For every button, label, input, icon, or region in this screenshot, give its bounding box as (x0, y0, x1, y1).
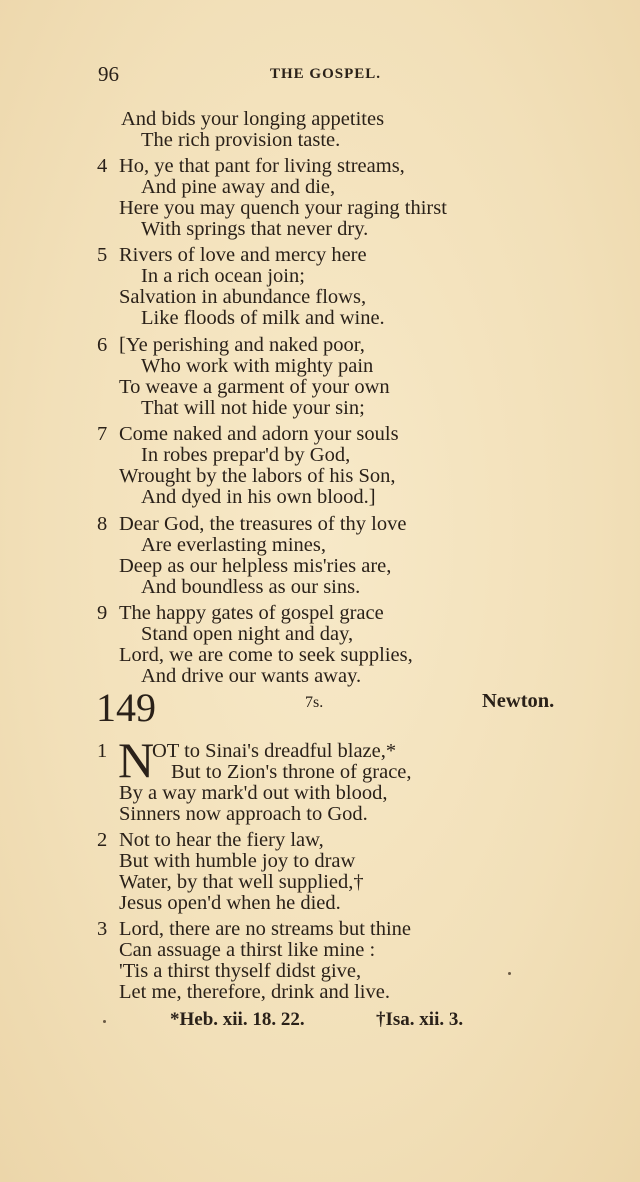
hymn-meter: 7s. (305, 694, 324, 711)
verse-line: 'Tis a thirst thyself didst give, (119, 960, 362, 982)
verse-line: But to Zion's throne of grace, (171, 761, 412, 783)
verse-line: Ho, ye that pant for living streams, (119, 155, 405, 177)
verse-line: Sinners now approach to God. (119, 803, 368, 825)
print-speck (508, 972, 511, 975)
footnote: *Heb. xii. 18. 22. (170, 1009, 305, 1030)
verse-line: In a rich ocean join; (141, 265, 305, 287)
verse-line: The happy gates of gospel grace (119, 602, 384, 624)
verse-line: [Ye perishing and naked poor, (119, 334, 365, 356)
verse-number: 2 (97, 829, 108, 851)
verse-number: 7 (97, 423, 108, 445)
verse-line: Not to hear the fiery law, (119, 829, 324, 851)
verse-line: Lord, we are come to seek supplies, (119, 644, 413, 666)
verse-number: 6 (97, 334, 108, 356)
verse-line: Stand open night and day, (141, 623, 354, 645)
verse-line: And dyed in his own blood.] (141, 486, 376, 508)
footnote: †Isa. xii. 3. (376, 1009, 464, 1030)
verse-line: But with humble joy to draw (119, 850, 356, 872)
verse-line: And bids your longing appetites (121, 108, 385, 130)
drop-cap: N (118, 732, 155, 788)
verse-number: 9 (97, 602, 108, 624)
verse-line: Who work with mighty pain (141, 355, 374, 377)
running-head: THE GOSPEL. (270, 66, 382, 82)
verse-line: In robes prepar'd by God, (141, 444, 351, 466)
hymn-number: 149 (96, 685, 156, 730)
page-number: 96 (98, 62, 119, 86)
verse-line: Lord, there are no streams but thine (119, 918, 412, 940)
verse-line: Are everlasting mines, (141, 534, 327, 556)
verse-line: Wrought by the labors of his Son, (119, 465, 396, 487)
verse-number: 5 (97, 244, 108, 266)
verse-line: Here you may quench your raging thirst (119, 197, 447, 219)
verse-number: 4 (97, 155, 108, 177)
verse-number: 3 (97, 918, 108, 940)
verse-line: That will not hide your sin; (141, 397, 365, 419)
verse-line: And drive our wants away. (141, 665, 362, 687)
verse-line: Come naked and adorn your souls (119, 423, 399, 445)
verse-line: By a way mark'd out with blood, (119, 782, 388, 804)
verse-line: OT to Sinai's dreadful blaze,* (152, 740, 397, 762)
page-header (0, 62, 640, 92)
verse-number: 1 (97, 740, 108, 762)
verse-line: Jesus open'd when he died. (119, 892, 341, 914)
verse-line: Rivers of love and mercy here (119, 244, 367, 266)
verse-line: Deep as our helpless mis'ries are, (119, 555, 392, 577)
print-speck (103, 1020, 106, 1023)
verse-line: And boundless as our sins. (141, 576, 361, 598)
verse-line: The rich provision taste. (141, 129, 341, 151)
verse-line: Let me, therefore, drink and live. (119, 981, 390, 1003)
verse-line: Dear God, the treasures of thy love (119, 513, 407, 535)
verse-line: Can assuage a thirst like mine : (119, 939, 376, 961)
verse-line: To weave a garment of your own (119, 376, 390, 398)
verse-line: With springs that never dry. (141, 218, 369, 240)
verse-line: Salvation in abundance flows, (119, 286, 367, 308)
tune-name: Newton. (482, 690, 555, 712)
verse-line: Water, by that well supplied,† (119, 871, 364, 893)
verse-number: 8 (97, 513, 108, 535)
verse-line: Like floods of milk and wine. (141, 307, 385, 329)
verse-line: And pine away and die, (141, 176, 336, 198)
